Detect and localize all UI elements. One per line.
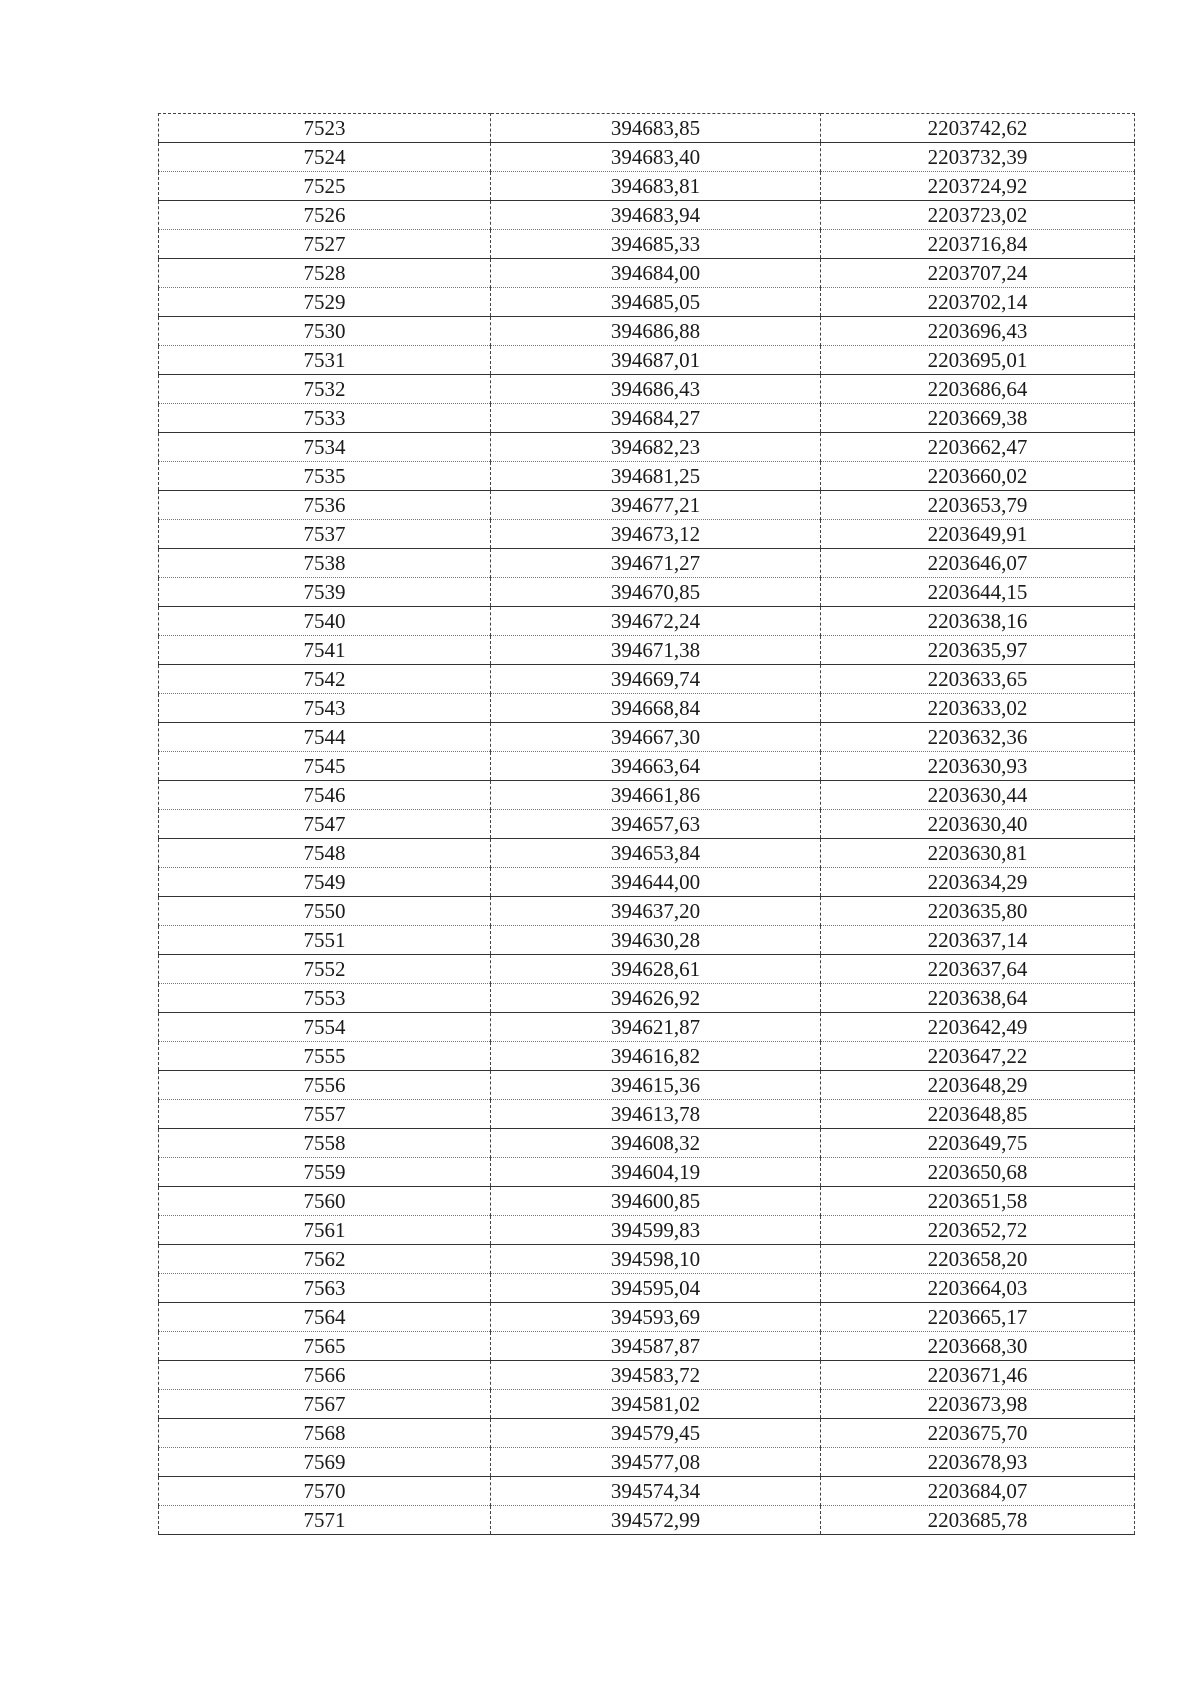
table-row	[159, 288, 1135, 317]
y-coordinate-cell: 2203646,07	[821, 549, 1135, 578]
x-coordinate-cell: 394583,72	[491, 1361, 821, 1390]
x-coordinate-cell: 394574,34	[491, 1477, 821, 1506]
x-coordinate-cell: 394644,00	[491, 868, 821, 897]
x-coordinate-cell: 394681,25	[491, 462, 821, 491]
point-number-cell: 7525	[159, 172, 491, 201]
x-coordinate-cell: 394604,19	[491, 1158, 821, 1187]
x-coordinate-cell: 394608,32	[491, 1129, 821, 1158]
y-coordinate-cell: 2203716,84	[821, 230, 1135, 259]
point-number-cell: 7566	[159, 1361, 491, 1390]
x-coordinate-cell: 394686,88	[491, 317, 821, 346]
point-number-cell: 7565	[159, 1332, 491, 1361]
x-coordinate-cell: 394600,85	[491, 1187, 821, 1216]
table-row	[159, 752, 1135, 781]
point-number-cell: 7534	[159, 433, 491, 462]
table-row	[159, 172, 1135, 201]
y-coordinate-cell: 2203635,97	[821, 636, 1135, 665]
point-number-cell: 7528	[159, 259, 491, 288]
y-coordinate-cell: 2203702,14	[821, 288, 1135, 317]
x-coordinate-cell: 394595,04	[491, 1274, 821, 1303]
x-coordinate-cell: 394669,74	[491, 665, 821, 694]
x-coordinate-cell: 394579,45	[491, 1419, 821, 1448]
table-row	[159, 723, 1135, 752]
x-coordinate-cell: 394598,10	[491, 1245, 821, 1274]
y-coordinate-cell: 2203637,14	[821, 926, 1135, 955]
x-coordinate-cell: 394672,24	[491, 607, 821, 636]
table-row	[159, 1361, 1135, 1390]
table-row	[159, 201, 1135, 230]
y-coordinate-cell: 2203664,03	[821, 1274, 1135, 1303]
point-number-cell: 7533	[159, 404, 491, 433]
x-coordinate-cell: 394685,05	[491, 288, 821, 317]
y-coordinate-cell: 2203630,81	[821, 839, 1135, 868]
point-number-cell: 7567	[159, 1390, 491, 1419]
y-coordinate-cell: 2203696,43	[821, 317, 1135, 346]
y-coordinate-cell: 2203686,64	[821, 375, 1135, 404]
table-row	[159, 1274, 1135, 1303]
y-coordinate-cell: 2203668,30	[821, 1332, 1135, 1361]
table-row	[159, 839, 1135, 868]
point-number-cell: 7531	[159, 346, 491, 375]
point-number-cell: 7539	[159, 578, 491, 607]
point-number-cell: 7546	[159, 781, 491, 810]
table-row	[159, 1187, 1135, 1216]
table-row	[159, 1245, 1135, 1274]
table-row	[159, 1506, 1135, 1535]
x-coordinate-cell: 394637,20	[491, 897, 821, 926]
table-row	[159, 1042, 1135, 1071]
x-coordinate-cell: 394572,99	[491, 1506, 821, 1535]
point-number-cell: 7548	[159, 839, 491, 868]
table-row	[159, 1390, 1135, 1419]
point-number-cell: 7557	[159, 1100, 491, 1129]
table-row	[159, 636, 1135, 665]
point-number-cell: 7530	[159, 317, 491, 346]
point-number-cell: 7560	[159, 1187, 491, 1216]
y-coordinate-cell: 2203630,44	[821, 781, 1135, 810]
y-coordinate-cell: 2203638,16	[821, 607, 1135, 636]
point-number-cell: 7563	[159, 1274, 491, 1303]
x-coordinate-cell: 394671,27	[491, 549, 821, 578]
table-row	[159, 1332, 1135, 1361]
table-row	[159, 694, 1135, 723]
x-coordinate-cell: 394673,12	[491, 520, 821, 549]
x-coordinate-cell: 394668,84	[491, 694, 821, 723]
x-coordinate-cell: 394670,85	[491, 578, 821, 607]
table-row	[159, 259, 1135, 288]
x-coordinate-cell: 394587,87	[491, 1332, 821, 1361]
y-coordinate-cell: 2203648,85	[821, 1100, 1135, 1129]
point-number-cell: 7555	[159, 1042, 491, 1071]
table-row	[159, 1419, 1135, 1448]
coordinates-table	[158, 113, 1135, 1535]
x-coordinate-cell: 394657,63	[491, 810, 821, 839]
x-coordinate-cell: 394684,27	[491, 404, 821, 433]
x-coordinate-cell: 394682,23	[491, 433, 821, 462]
table-row	[159, 1158, 1135, 1187]
point-number-cell: 7542	[159, 665, 491, 694]
y-coordinate-cell: 2203637,64	[821, 955, 1135, 984]
y-coordinate-cell: 2203662,47	[821, 433, 1135, 462]
y-coordinate-cell: 2203633,65	[821, 665, 1135, 694]
x-coordinate-cell: 394593,69	[491, 1303, 821, 1332]
y-coordinate-cell: 2203669,38	[821, 404, 1135, 433]
point-number-cell: 7554	[159, 1013, 491, 1042]
point-number-cell: 7564	[159, 1303, 491, 1332]
point-number-cell: 7529	[159, 288, 491, 317]
coordinates-table-body	[159, 114, 1135, 1535]
y-coordinate-cell: 2203648,29	[821, 1071, 1135, 1100]
table-row	[159, 1216, 1135, 1245]
x-coordinate-cell: 394615,36	[491, 1071, 821, 1100]
point-number-cell: 7556	[159, 1071, 491, 1100]
point-number-cell: 7553	[159, 984, 491, 1013]
x-coordinate-cell: 394626,92	[491, 984, 821, 1013]
x-coordinate-cell: 394581,02	[491, 1390, 821, 1419]
table-row	[159, 549, 1135, 578]
x-coordinate-cell: 394613,78	[491, 1100, 821, 1129]
x-coordinate-cell: 394667,30	[491, 723, 821, 752]
x-coordinate-cell: 394685,33	[491, 230, 821, 259]
table-row	[159, 578, 1135, 607]
table-row	[159, 984, 1135, 1013]
x-coordinate-cell: 394628,61	[491, 955, 821, 984]
point-number-cell: 7550	[159, 897, 491, 926]
point-number-cell: 7536	[159, 491, 491, 520]
table-row	[159, 520, 1135, 549]
point-number-cell: 7561	[159, 1216, 491, 1245]
x-coordinate-cell: 394671,38	[491, 636, 821, 665]
y-coordinate-cell: 2203673,98	[821, 1390, 1135, 1419]
point-number-cell: 7568	[159, 1419, 491, 1448]
point-number-cell: 7559	[159, 1158, 491, 1187]
point-number-cell: 7535	[159, 462, 491, 491]
x-coordinate-cell: 394653,84	[491, 839, 821, 868]
y-coordinate-cell: 2203632,36	[821, 723, 1135, 752]
point-number-cell: 7543	[159, 694, 491, 723]
point-number-cell: 7569	[159, 1448, 491, 1477]
point-number-cell: 7570	[159, 1477, 491, 1506]
x-coordinate-cell: 394683,94	[491, 201, 821, 230]
table-row	[159, 1448, 1135, 1477]
table-row	[159, 1013, 1135, 1042]
y-coordinate-cell: 2203650,68	[821, 1158, 1135, 1187]
point-number-cell: 7558	[159, 1129, 491, 1158]
table-row	[159, 1477, 1135, 1506]
point-number-cell: 7541	[159, 636, 491, 665]
y-coordinate-cell: 2203649,75	[821, 1129, 1135, 1158]
y-coordinate-cell: 2203695,01	[821, 346, 1135, 375]
y-coordinate-cell: 2203660,02	[821, 462, 1135, 491]
table-row	[159, 665, 1135, 694]
y-coordinate-cell: 2203684,07	[821, 1477, 1135, 1506]
x-coordinate-cell: 394683,85	[491, 114, 821, 143]
point-number-cell: 7545	[159, 752, 491, 781]
x-coordinate-cell: 394683,81	[491, 172, 821, 201]
y-coordinate-cell: 2203642,49	[821, 1013, 1135, 1042]
point-number-cell: 7544	[159, 723, 491, 752]
y-coordinate-cell: 2203665,17	[821, 1303, 1135, 1332]
x-coordinate-cell: 394599,83	[491, 1216, 821, 1245]
table-row	[159, 433, 1135, 462]
y-coordinate-cell: 2203638,64	[821, 984, 1135, 1013]
y-coordinate-cell: 2203742,62	[821, 114, 1135, 143]
y-coordinate-cell: 2203653,79	[821, 491, 1135, 520]
y-coordinate-cell: 2203732,39	[821, 143, 1135, 172]
point-number-cell: 7538	[159, 549, 491, 578]
point-number-cell: 7552	[159, 955, 491, 984]
point-number-cell: 7532	[159, 375, 491, 404]
table-row	[159, 317, 1135, 346]
point-number-cell: 7551	[159, 926, 491, 955]
y-coordinate-cell: 2203724,92	[821, 172, 1135, 201]
point-number-cell: 7523	[159, 114, 491, 143]
y-coordinate-cell: 2203707,24	[821, 259, 1135, 288]
table-row	[159, 607, 1135, 636]
point-number-cell: 7571	[159, 1506, 491, 1535]
point-number-cell: 7549	[159, 868, 491, 897]
y-coordinate-cell: 2203633,02	[821, 694, 1135, 723]
x-coordinate-cell: 394661,86	[491, 781, 821, 810]
table-row	[159, 375, 1135, 404]
x-coordinate-cell: 394616,82	[491, 1042, 821, 1071]
point-number-cell: 7562	[159, 1245, 491, 1274]
y-coordinate-cell: 2203630,93	[821, 752, 1135, 781]
table-row	[159, 1303, 1135, 1332]
table-row	[159, 1071, 1135, 1100]
y-coordinate-cell: 2203678,93	[821, 1448, 1135, 1477]
table-row	[159, 114, 1135, 143]
x-coordinate-cell: 394683,40	[491, 143, 821, 172]
table-row	[159, 143, 1135, 172]
point-number-cell: 7537	[159, 520, 491, 549]
y-coordinate-cell: 2203630,40	[821, 810, 1135, 839]
point-number-cell: 7524	[159, 143, 491, 172]
table-row	[159, 810, 1135, 839]
table-row	[159, 462, 1135, 491]
y-coordinate-cell: 2203644,15	[821, 578, 1135, 607]
point-number-cell: 7540	[159, 607, 491, 636]
table-row	[159, 491, 1135, 520]
point-number-cell: 7547	[159, 810, 491, 839]
y-coordinate-cell: 2203635,80	[821, 897, 1135, 926]
y-coordinate-cell: 2203634,29	[821, 868, 1135, 897]
table-row	[159, 1129, 1135, 1158]
x-coordinate-cell: 394677,21	[491, 491, 821, 520]
y-coordinate-cell: 2203652,72	[821, 1216, 1135, 1245]
x-coordinate-cell: 394630,28	[491, 926, 821, 955]
table-row	[159, 897, 1135, 926]
table-row	[159, 346, 1135, 375]
x-coordinate-cell: 394663,64	[491, 752, 821, 781]
point-number-cell: 7527	[159, 230, 491, 259]
point-number-cell: 7526	[159, 201, 491, 230]
y-coordinate-cell: 2203649,91	[821, 520, 1135, 549]
table-row	[159, 230, 1135, 259]
table-row	[159, 1100, 1135, 1129]
table-row	[159, 404, 1135, 433]
x-coordinate-cell: 394577,08	[491, 1448, 821, 1477]
y-coordinate-cell: 2203651,58	[821, 1187, 1135, 1216]
y-coordinate-cell: 2203685,78	[821, 1506, 1135, 1535]
y-coordinate-cell: 2203723,02	[821, 201, 1135, 230]
table-row	[159, 781, 1135, 810]
x-coordinate-cell: 394684,00	[491, 259, 821, 288]
table-row	[159, 868, 1135, 897]
x-coordinate-cell: 394621,87	[491, 1013, 821, 1042]
x-coordinate-cell: 394686,43	[491, 375, 821, 404]
y-coordinate-cell: 2203675,70	[821, 1419, 1135, 1448]
y-coordinate-cell: 2203658,20	[821, 1245, 1135, 1274]
table-row	[159, 926, 1135, 955]
y-coordinate-cell: 2203671,46	[821, 1361, 1135, 1390]
table-row	[159, 955, 1135, 984]
y-coordinate-cell: 2203647,22	[821, 1042, 1135, 1071]
x-coordinate-cell: 394687,01	[491, 346, 821, 375]
